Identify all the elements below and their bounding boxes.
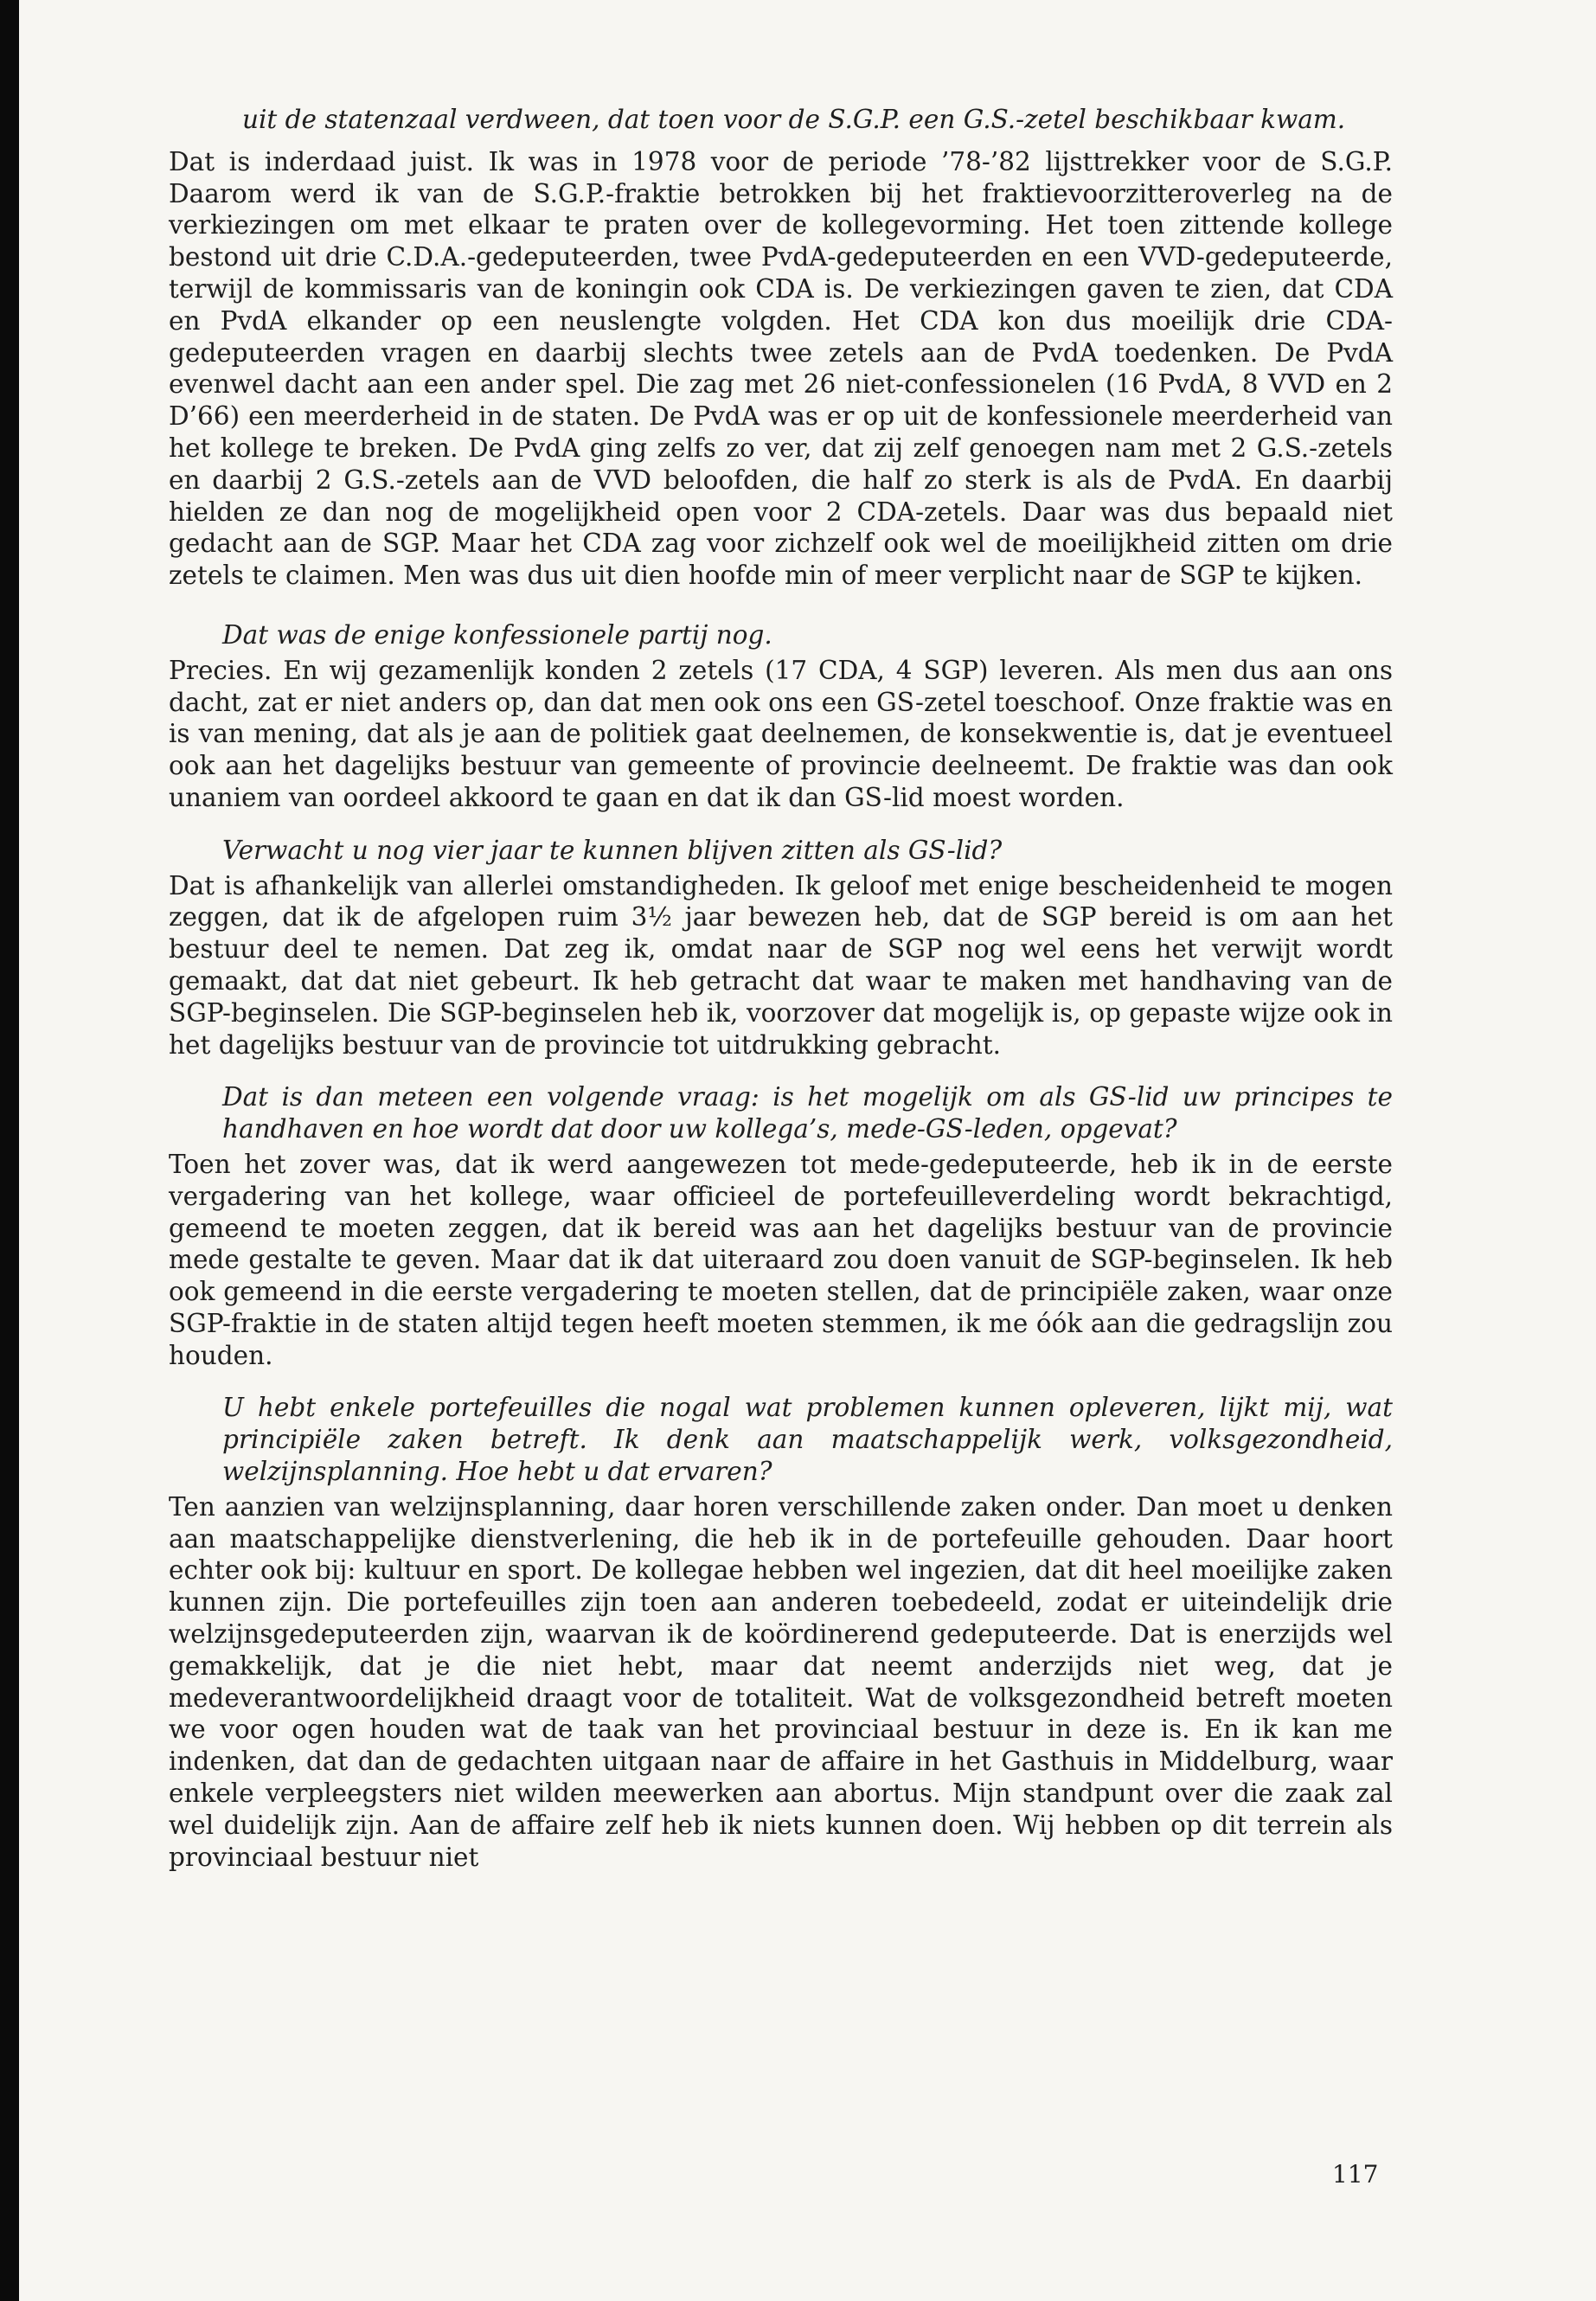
page-number: 117 — [1332, 2160, 1379, 2189]
interview-question: Dat is dan meteen een volgende vraag: is het mogelijk om als GS-lid uw principes te handhaven en hoe wordt dat door uw kollega’s, mede-GS-leden, opgevat? — [222, 1082, 1393, 1144]
interview-answer: Precies. En wij gezamenlijk konden 2 zetels (17 CDA, 4 SGP) leveren. Als men dus aan ons dacht, zat er niet anders op, dan dat men ook ons een GS-zetel toeschoof. Onze fraktie was en is van mening, dat als je aan de politiek gaat deelnemen, de konsekwentie is, dat je eventueel ook aan het dagelijks bestuur van gemeente of provincie deelneemt. De fraktie was dan ook unaniem van oordeel akkoord te gaan en dat ik dan GS-lid moest worden. — [169, 655, 1393, 812]
interview-answer: Toen het zover was, dat ik werd aangewezen tot mede-gedeputeerde, heb ik in de eerste vergadering van het kollege, waar officieel de portefeuilleverdeling wordt bekrachtigd, gemeend te moeten zeggen, dat ik bereid was aan het dagelijks bestuur van de provincie mede gestalte te geven. Maar dat ik dat uiteraard zou doen vanuit de SGP-beginselen. Ik heb ook gemeend in die eerste vergadering te moeten stellen, dat de principiële zaken, waar onze SGP-fraktie in de staten altijd tegen heeft moeten stemmen, ik me óók aan die gedragslijn zou houden. — [169, 1149, 1393, 1370]
interview-answer: Dat is afhankelijk van allerlei omstandigheden. Ik geloof met enige bescheidenheid te mogen zeggen, dat ik de afgelopen ruim 3½ jaar bewezen heb, dat de SGP bereid is om aan het bestuur deel te nemen. Dat zeg ik, omdat naar de SGP nog wel eens het verwijt wordt gemaakt, dat dat niet gebeurt. Ik heb getracht dat waar te maken met handhaving van de SGP-beginselen. Die SGP-beginselen heb ik, voorzover dat mogelijk is, op gepaste wijze ook in het dagelijks bestuur van de provincie tot uitdrukking gebracht. — [169, 870, 1393, 1060]
interview-question: uit de statenzaal verdween, dat toen voor de S.G.P. een G.S.-zetel beschikbaar kwam. — [242, 105, 1346, 134]
interview-question: U hebt enkele portefeuilles die nogal wat problemen kunnen opleveren, lijkt mij, wat principiële zaken betreft. Ik denk aan maatschappelijk werk, volksgezondheid, welzijnsplanning. Hoe hebt u dat ervaren? — [222, 1393, 1393, 1487]
interview-answer: Dat is inderdaad juist. Ik was in 1978 voor de periode ’78-’82 lijsttrekker voor de S.G.P. Daarom werd ik van de S.G.P.-fraktie betrokken bij het fraktievoorzitteroverleg na de verkiezingen om met elkaar te praten over de kollegevorming. Het toen zittende kollege bestond uit drie C.D.A.-gedeputeerden, twee PvdA-gedeputeerden en een VVD-gedeputeerde, terwijl de kommissaris van de koningin ook CDA is. De verkiezingen gaven te zien, dat CDA en PvdA elkander op een neuslengte volgden. Het CDA kon dus moeilijk drie CDA-gedeputeerden vragen en daarbij slechts twee zetels aan de PvdA toedenken. De PvdA evenwel dacht aan een ander spel. Die zag met 26 niet-confessionelen (16 PvdA, 8 VVD en 2 D’66) een meerderheid in de staten. De PvdA was er op uit de konfessionele meerderheid van het kollege te breken. De PvdA ging zelfs zo ver, dat zij zelf genoegen nam met 2 G.S.-zetels en daarbij 2 G.S.-zetels aan de VVD beloofden, die half zo sterk is als de PvdA. En daarbij hielden ze dan nog de mogelijkheid open voor 2 CDA-zetels. Daar was dus bepaald niet gedacht aan de SGP. Maar het CDA zag voor zichzelf ook wel de moeilijkheid zitten om drie zetels te claimen. Men was dus uit dien hoofde min of meer verplicht naar de SGP te kijken. — [169, 146, 1393, 591]
interview-question: Dat was de enige konfessionele partij nog. — [222, 619, 772, 650]
interview-answer: Ten aanzien van welzijnsplanning, daar horen verschillende zaken onder. Dan moet u denken aan maatschappelijke dienstverlening, die heb ik in de portefeuille gehouden. Daar hoort echter ook bij: kultuur en sport. De kollegae hebben wel ingezien, dat dit heel moeilijke zaken kunnen zijn. Die portefeuilles zijn toen aan anderen toebedeeld, zodat er uiteindelijk drie welzijnsgedeputeerden zijn, waarvan ik de koördinerend gedeputeerde. Dat is enerzijds wel gemakkelijk, dat je die niet hebt, maar dat neemt anderzijds niet weg, dat je medeverantwoordelijkheid draagt voor de totaliteit. Wat de volksgezondheid betreft moeten we voor ogen houden wat de taak van het provinciaal bestuur in deze is. En ik kan me indenken, dat dan de gedachten uitgaan naar de affaire in het Gasthuis in Middelburg, waar enkele verpleegsters niet wilden meewerken aan abortus. Mijn standpunt over die zaak zal wel duidelijk zijn. Aan de affaire zelf heb ik niets kunnen doen. Wij hebben op dit terrein als provinciaal bestuur niet — [169, 1491, 1393, 1872]
document-page — [169, 104, 1393, 1894]
binding-edge — [0, 0, 19, 2301]
interview-question: Verwacht u nog vier jaar te kunnen blijven zitten als GS-lid? — [222, 835, 1003, 865]
